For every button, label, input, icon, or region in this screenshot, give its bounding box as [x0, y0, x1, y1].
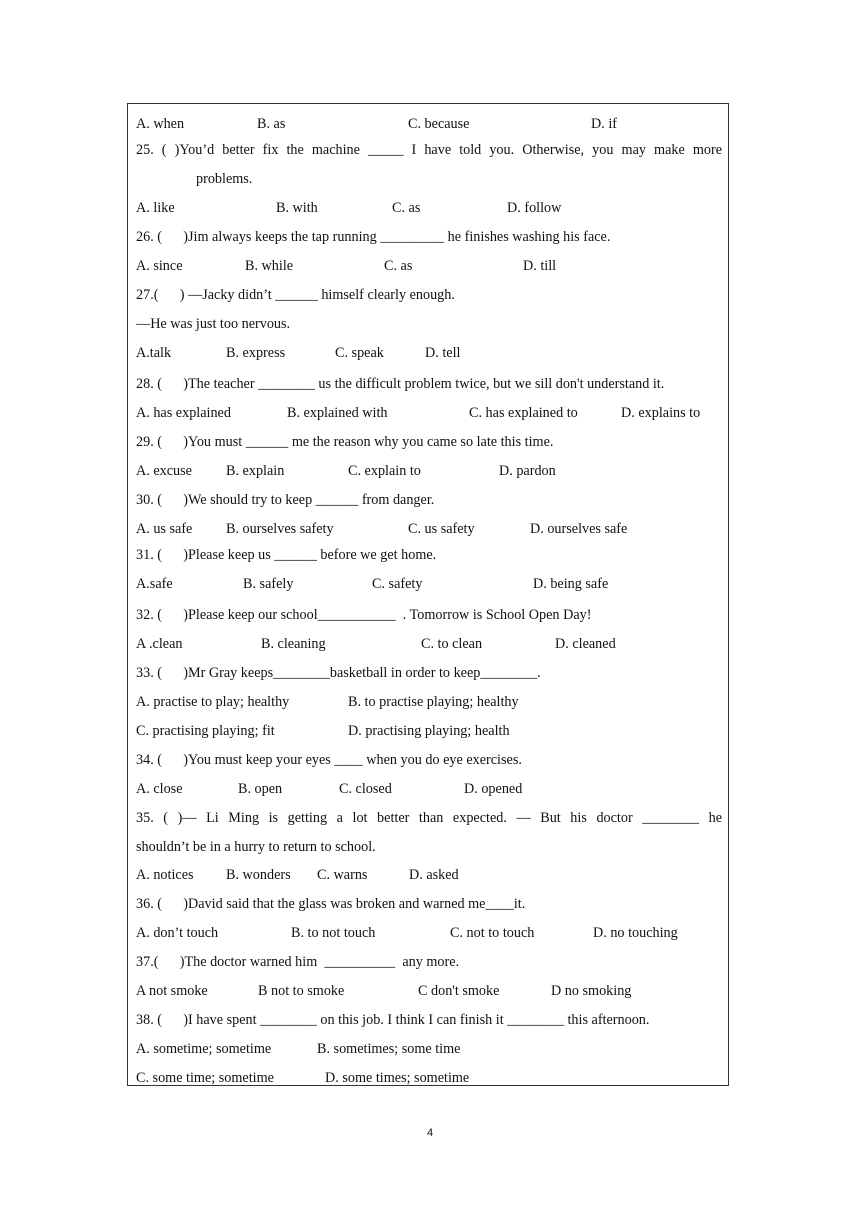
- answer-option: A. us safe: [136, 521, 193, 537]
- answer-option: C. practising playing; fit: [136, 723, 275, 739]
- answer-option: A. since: [136, 258, 183, 274]
- answer-option: D. explains to: [621, 405, 701, 421]
- answer-option: C. some time; sometime: [136, 1070, 274, 1086]
- answer-option: A. don’t touch: [136, 925, 219, 941]
- answer-option: A. close: [136, 781, 183, 797]
- answer-option: B. to practise playing; healthy: [348, 694, 519, 710]
- answer-option: A.safe: [136, 576, 173, 592]
- answer-option: C. explain to: [348, 463, 421, 479]
- answer-option: B. explained with: [287, 405, 388, 421]
- answer-option: B. safely: [243, 576, 294, 592]
- answer-option: B. to not touch: [291, 925, 376, 941]
- answer-option: C. closed: [339, 781, 392, 797]
- answer-option: D. ourselves safe: [530, 521, 628, 537]
- question-text: 35. ( )— Li Ming is getting a lot better than expected. — But his doctor ________ he: [136, 810, 722, 826]
- answer-option: C. not to touch: [450, 925, 535, 941]
- answer-option: D. if: [591, 116, 618, 132]
- answer-option: D. practising playing; health: [348, 723, 510, 739]
- question-text: shouldn’t be in a hurry to return to school.: [136, 839, 376, 855]
- answer-option: C. speak: [335, 345, 384, 361]
- answer-option: B not to smoke: [258, 983, 345, 999]
- question-text: 36. ( )David said that the glass was broken and warned me____it.: [136, 896, 526, 912]
- answer-option: C. warns: [317, 867, 368, 883]
- question-text: —He was just too nervous.: [136, 316, 291, 332]
- answer-option: C. has explained to: [469, 405, 578, 421]
- question-text: 38. ( )I have spent ________ on this job. I think I can finish it ________ this afternoon.: [136, 1012, 650, 1028]
- question-text: 37.( )The doctor warned him __________ any more.: [136, 954, 460, 970]
- answer-option: B. open: [238, 781, 283, 797]
- answer-option: C. as: [384, 258, 413, 274]
- question-text: 29. ( )You must ______ me the reason why you came so late this time.: [136, 434, 554, 450]
- question-text: 31. ( )Please keep us ______ before we get home.: [136, 547, 437, 563]
- answer-option: B. as: [257, 116, 286, 132]
- answer-option: C. to clean: [421, 636, 483, 652]
- answer-option: D. being safe: [533, 576, 609, 592]
- answer-option: B. wonders: [226, 867, 291, 883]
- answer-option: D. pardon: [499, 463, 556, 479]
- question-text: 26. ( )Jim always keeps the tap running _________ he finishes washing his face.: [136, 229, 611, 245]
- page-number: 4: [426, 1127, 434, 1139]
- answer-option: C. safety: [372, 576, 423, 592]
- answer-option: C don't smoke: [418, 983, 500, 999]
- answer-option: B. cleaning: [261, 636, 326, 652]
- answer-option: D. till: [523, 258, 557, 274]
- answer-option: C. us safety: [408, 521, 475, 537]
- question-continuation: problems.: [196, 171, 253, 187]
- answer-option: D. cleaned: [555, 636, 616, 652]
- answer-option: A. practise to play; healthy: [136, 694, 290, 710]
- answer-option: D. no touching: [593, 925, 678, 941]
- question-text: 27.( ) —Jacky didn’t ______ himself clearly enough.: [136, 287, 455, 303]
- answer-option: D no smoking: [551, 983, 632, 999]
- answer-option: A. notices: [136, 867, 194, 883]
- answer-option: A not smoke: [136, 983, 208, 999]
- question-text: 25. ( )You’d better fix the machine _____ I have told you. Otherwise, you may make more: [136, 142, 722, 158]
- answer-option: C. because: [408, 116, 470, 132]
- answer-option: A.talk: [136, 345, 172, 361]
- answer-option: A. like: [136, 200, 175, 216]
- answer-option: A .clean: [136, 636, 183, 652]
- answer-option: D. follow: [507, 200, 562, 216]
- question-text: 32. ( )Please keep our school___________ . Tomorrow is School Open Day!: [136, 607, 592, 623]
- answer-option: A. sometime; sometime: [136, 1041, 272, 1057]
- answer-option: B. ourselves safety: [226, 521, 334, 537]
- question-text: 30. ( )We should try to keep ______ from danger.: [136, 492, 435, 508]
- question-text: 28. ( )The teacher ________ us the difficult problem twice, but we sill don't understand it.: [136, 376, 665, 392]
- answer-option: D. some times; sometime: [325, 1070, 470, 1086]
- answer-option: D. asked: [409, 867, 459, 883]
- answer-option: B. explain: [226, 463, 285, 479]
- question-text: 34. ( )You must keep your eyes ____ when you do eye exercises.: [136, 752, 522, 768]
- answer-option: A. excuse: [136, 463, 192, 479]
- answer-option: A. when: [136, 116, 185, 132]
- question-text: 33. ( )Mr Gray keeps________basketball in order to keep________.: [136, 665, 541, 681]
- answer-option: C. as: [392, 200, 421, 216]
- answer-option: B. express: [226, 345, 286, 361]
- answer-option: A. has explained: [136, 405, 231, 421]
- answer-option: D. tell: [425, 345, 461, 361]
- answer-option: B. while: [245, 258, 294, 274]
- answer-option: B. with: [276, 200, 318, 216]
- answer-option: B. sometimes; some time: [317, 1041, 461, 1057]
- answer-option: D. opened: [464, 781, 523, 797]
